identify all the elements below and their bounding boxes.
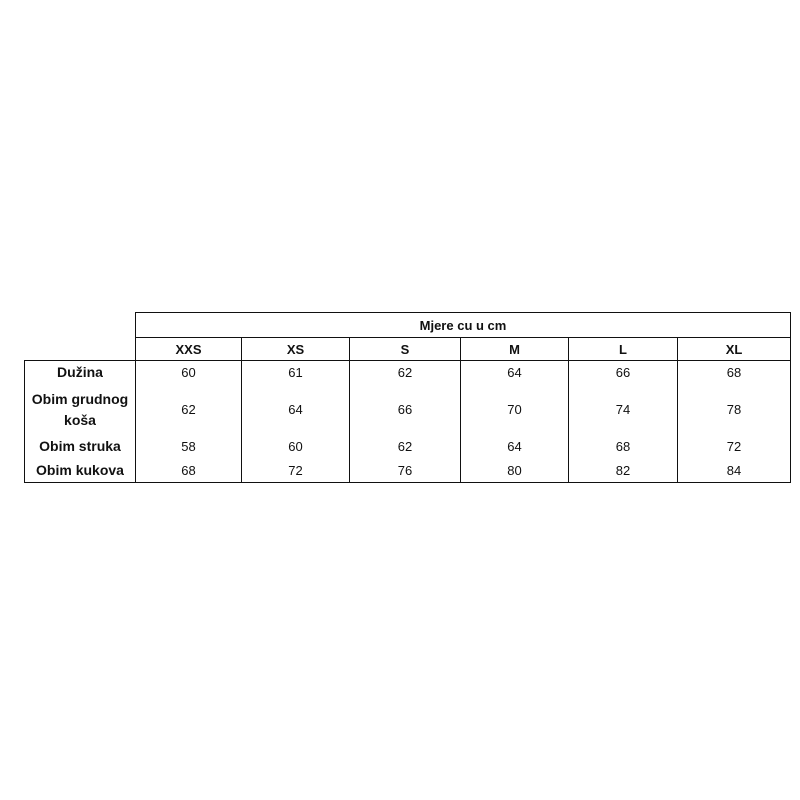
- table-cell: 62: [136, 385, 242, 435]
- table-cell: 64: [461, 361, 569, 385]
- table-cell: 80: [461, 459, 569, 483]
- size-header-xl: XL: [678, 338, 791, 361]
- table-cell: 74: [569, 385, 678, 435]
- table-cell: 61: [242, 361, 350, 385]
- row-label-length: Dužina: [25, 361, 136, 385]
- table-cell: 62: [350, 435, 461, 459]
- table-cell: 68: [678, 361, 791, 385]
- table-cell: 82: [569, 459, 678, 483]
- measurements-group-header: Mjere cu u cm: [136, 313, 791, 338]
- table-cell: 58: [136, 435, 242, 459]
- row-label-hips: Obim kukova: [25, 459, 136, 483]
- table-row: [25, 435, 791, 459]
- table-row: [25, 361, 791, 385]
- empty-corner-cell: [25, 313, 136, 338]
- table-cell: 72: [678, 435, 791, 459]
- table-cell: 64: [461, 435, 569, 459]
- table-cell: 60: [136, 361, 242, 385]
- table-cell: 70: [461, 385, 569, 435]
- table-cell: 84: [678, 459, 791, 483]
- table-cell: 64: [242, 385, 350, 435]
- table-cell: 76: [350, 459, 461, 483]
- table-cell: 60: [242, 435, 350, 459]
- size-header-xs: XS: [242, 338, 350, 361]
- size-header-l: L: [569, 338, 678, 361]
- table-cell: 66: [350, 385, 461, 435]
- row-label-waist: Obim struka: [25, 435, 136, 459]
- size-header-xxs: XXS: [136, 338, 242, 361]
- table-cell: 62: [350, 361, 461, 385]
- table-row: [25, 459, 791, 483]
- empty-corner-cell: [25, 338, 136, 361]
- table-cell: 78: [678, 385, 791, 435]
- size-header-s: S: [350, 338, 461, 361]
- table-cell: 66: [569, 361, 678, 385]
- table-cell: 68: [136, 459, 242, 483]
- size-chart-table: [24, 312, 791, 483]
- table-cell: 72: [242, 459, 350, 483]
- row-label-chest: Obim grudnog koša: [25, 385, 136, 435]
- size-header-m: M: [461, 338, 569, 361]
- table-cell: 68: [569, 435, 678, 459]
- table-row: [25, 385, 791, 435]
